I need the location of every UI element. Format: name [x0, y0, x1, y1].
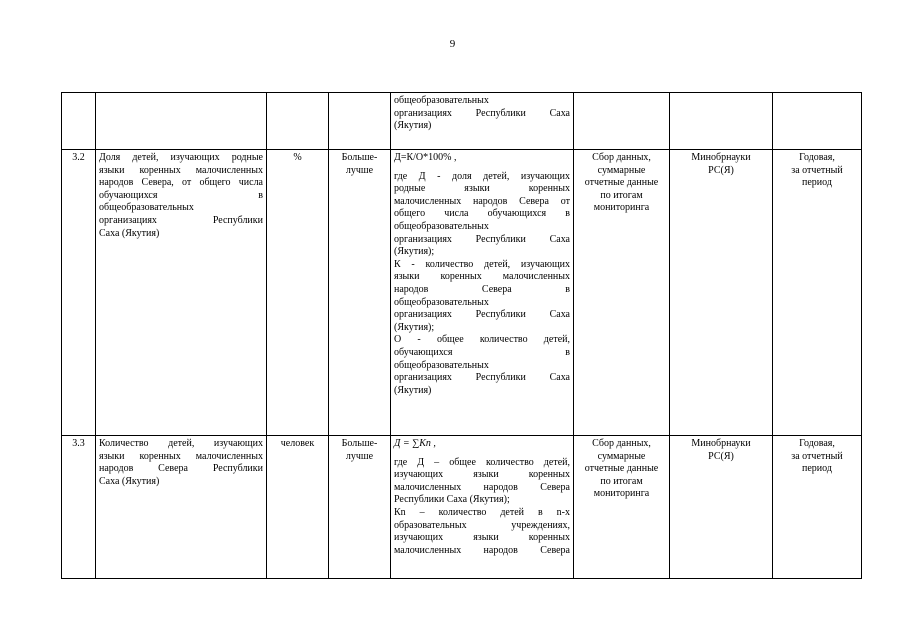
cell-unit: человек — [267, 436, 329, 579]
formula-line: О - общее количество детей, — [394, 334, 570, 346]
name-line: обучающихся в — [99, 189, 263, 201]
responsible-line: Минобрнауки — [691, 438, 751, 449]
formula-line: организациях Республики Саха — [394, 233, 570, 245]
cell-source — [574, 93, 670, 150]
formula-line: малочисленных народов Севера — [394, 481, 570, 493]
source-line: суммарные — [597, 164, 646, 176]
formula-line: организациях Республики Саха — [394, 372, 570, 384]
formula-line: (Якутия) — [394, 120, 432, 132]
cell-number: 3.3 — [62, 436, 96, 579]
formula-line: организациях Республики Саха — [394, 107, 570, 119]
formula-line: общеобразовательных — [394, 95, 489, 106]
source-line: Сбор данных, — [592, 152, 651, 163]
formula-line: К - количество детей, изучающих — [394, 258, 570, 270]
cell-indicator-name — [96, 150, 267, 436]
period-line: Годовая, — [799, 438, 835, 449]
cell-responsible — [670, 93, 773, 150]
table-row — [62, 93, 862, 150]
formula-line: общеобразовательных — [394, 359, 489, 371]
name-line: народов Севера, от общего числа — [99, 177, 263, 189]
direction-line: Больше- — [341, 438, 378, 449]
source-line: Сбор данных, — [592, 438, 651, 449]
cell-unit — [267, 93, 329, 150]
cell-source — [574, 150, 670, 436]
cell-period — [773, 150, 862, 436]
name-line: Доля детей, изучающих родные — [99, 152, 263, 163]
source-line: отчетные данные — [584, 463, 659, 475]
source-line: мониторинга — [593, 488, 650, 500]
cell-formula — [391, 436, 574, 579]
name-line: народов Севера Республики — [99, 463, 263, 475]
name-line: Саха (Якутия) — [99, 475, 160, 487]
period-line: за отчетный — [791, 450, 843, 462]
cell-source — [574, 436, 670, 579]
period-line: Годовая, — [799, 152, 835, 163]
formula-line: общеобразовательных — [394, 296, 489, 308]
direction-line: лучше — [345, 164, 374, 176]
cell-unit: % — [267, 150, 329, 436]
formula-line: обучающихся в — [394, 346, 570, 358]
formula-line: (Якутия); — [394, 321, 435, 333]
formula-line: народов Севера в — [394, 283, 570, 295]
direction-line: лучше — [345, 450, 374, 462]
formula-line: родные языки коренных — [394, 183, 570, 195]
cell-formula — [391, 93, 574, 150]
name-line: языки коренных малочисленных — [99, 450, 263, 462]
formula-line: организациях Республики Саха — [394, 309, 570, 321]
source-line: суммарные — [597, 450, 646, 462]
responsible-line: РС(Я) — [708, 164, 734, 176]
source-line: по итогам — [600, 475, 643, 487]
formula-line: малочисленных народов Севера — [394, 544, 570, 556]
cell-period — [773, 436, 862, 579]
formula-line: где Д - доля детей, изучающих — [394, 170, 570, 182]
formula-line: Республики Саха (Якутия); — [394, 494, 510, 506]
name-line: Количество детей, изучающих — [99, 438, 263, 449]
period-line: период — [802, 177, 832, 189]
source-line: мониторинга — [593, 202, 650, 214]
cell-responsible — [670, 436, 773, 579]
formula-line: общего числа обучающихся в — [394, 208, 570, 220]
formula-head: Д = ∑Кn , — [394, 438, 436, 449]
formula-line: общеобразовательных — [394, 220, 489, 232]
formula-line: (Якутия); — [394, 246, 435, 258]
formula-line: языки коренных малочисленных — [394, 271, 570, 283]
formula-line: (Якутия) — [394, 384, 432, 396]
formula-line: где Д – общее количество детей, — [394, 456, 570, 468]
cell-indicator-name — [96, 93, 267, 150]
formula-head: Д=К/О*100% , — [394, 152, 457, 163]
period-line: за отчетный — [791, 164, 843, 176]
cell-direction — [329, 436, 391, 579]
period-line: период — [802, 463, 832, 475]
formula-line: образовательных учреждениях, — [394, 519, 570, 531]
cell-number: 3.2 — [62, 150, 96, 436]
indicators-table — [61, 92, 862, 579]
cell-formula — [391, 150, 574, 436]
cell-responsible — [670, 150, 773, 436]
page-number: 9 — [449, 38, 456, 50]
cell-direction — [329, 93, 391, 150]
formula-line: изучающих языки коренных — [394, 532, 570, 544]
source-line: отчетные данные — [584, 177, 659, 189]
cell-direction — [329, 150, 391, 436]
responsible-line: РС(Я) — [708, 450, 734, 462]
table-row — [62, 150, 862, 436]
formula-line: малочисленных народов Севера от — [394, 195, 570, 207]
responsible-line: Минобрнауки — [691, 152, 751, 163]
cell-number — [62, 93, 96, 150]
formula-line: изучающих языки коренных — [394, 469, 570, 481]
cell-indicator-name — [96, 436, 267, 579]
direction-line: Больше- — [341, 152, 378, 163]
source-line: по итогам — [600, 189, 643, 201]
name-line: Саха (Якутия) — [99, 227, 160, 239]
name-line: языки коренных малочисленных — [99, 164, 263, 176]
cell-period — [773, 93, 862, 150]
name-line: общеобразовательных — [99, 202, 194, 214]
table-row — [62, 436, 862, 579]
name-line: организациях Республики — [99, 214, 263, 226]
formula-line: Кn – количество детей в n-х — [394, 506, 570, 518]
